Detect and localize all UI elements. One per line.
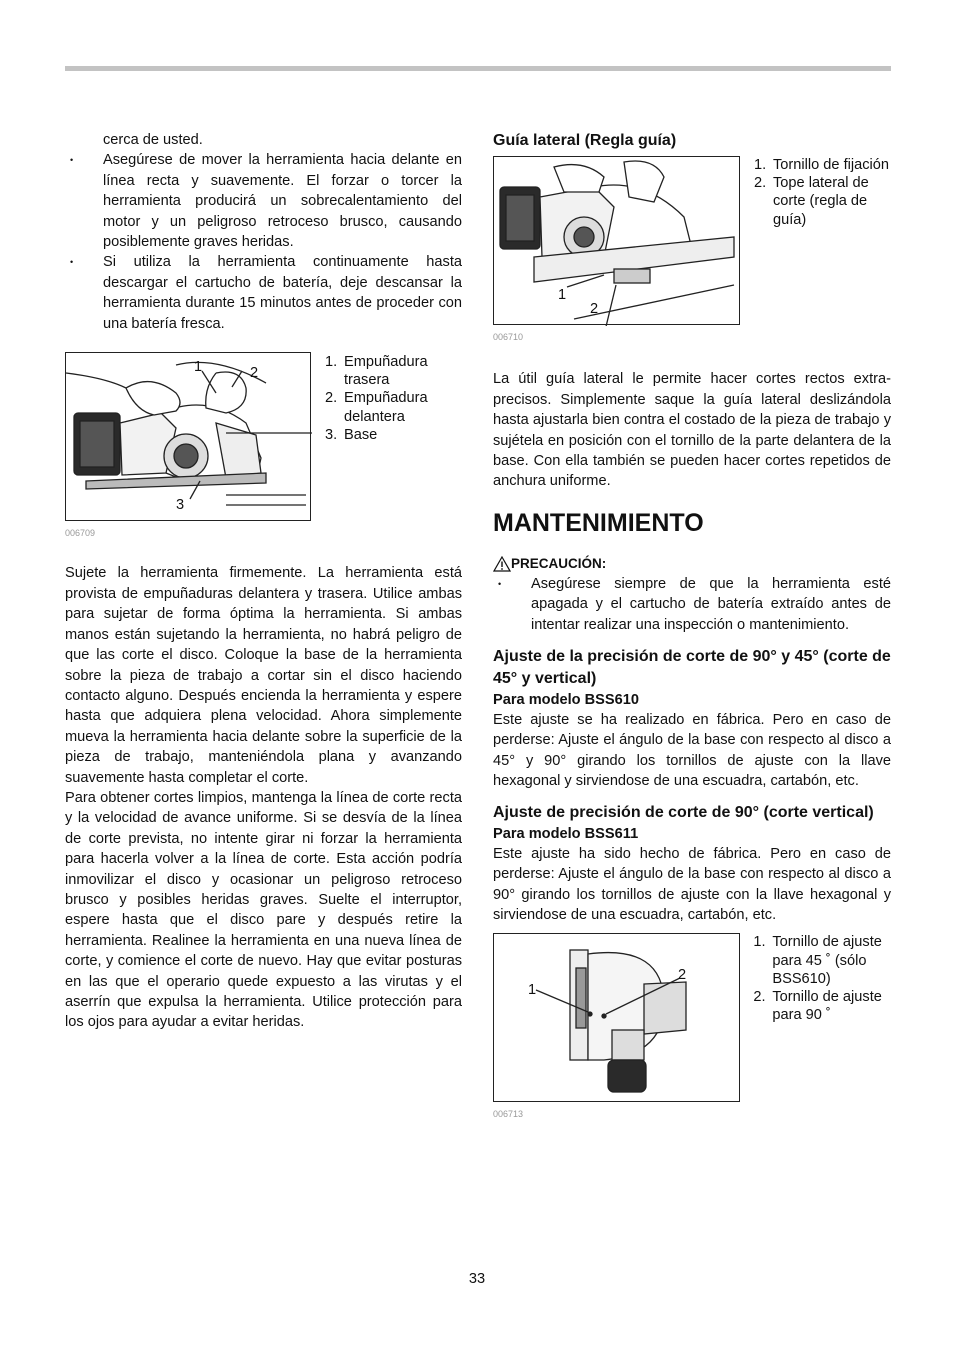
body-paragraph: Sujete la herramienta firmemente. La herramienta está provista de empuñaduras delantera y trasera. Utilice ambas para sujetar de forma óptima la herramienta. Si ambas manos están sujetando la herramienta, no habrá peligro de que las corte el disco. Coloque la base de la herramienta sobre la pieza de trabajo a cortar sin el disco haciendo contacto alguno. Después encienda la herramienta y espere hasta que adquiera plena velocidad. Ahora simplemente mueva la herramienta hacia delante sobre la superficie de la pieza de trabajo, manteniéndola plana y avanzando suavemente hasta completar el corte. [65, 565, 462, 786]
figure-grip [65, 352, 462, 521]
legend-item: 1. Tornillo de ajuste para 45 ˚ (sólo BSS610) [753, 934, 882, 987]
legend-item: 1. Empuñadura trasera [325, 354, 428, 389]
callout-1: 1 [528, 982, 537, 999]
guide-illustration [494, 157, 741, 326]
saw-grip-illustration [66, 353, 312, 522]
continued-text: cerca de usted. [103, 132, 203, 148]
section-heading: Ajuste de precisión de corte de 90° (corte vertical) [493, 803, 874, 821]
figure-adjust [493, 933, 891, 1102]
section-heading: Guía lateral (Regla guía) [493, 132, 677, 149]
figure-code: 006709 [65, 528, 96, 539]
warning-icon [493, 556, 511, 572]
callout-2: 2 [250, 365, 259, 382]
figure-grip-image [65, 352, 311, 521]
callout-1: 1 [194, 359, 203, 376]
figure-code: 006710 [493, 332, 524, 342]
legend-item: 2. Tope lateral de corte (regla de guía) [754, 175, 869, 228]
section-title: MANTENIMIENTO [493, 508, 704, 537]
figure-guide [493, 156, 891, 325]
body-paragraph: Para obtener cortes limpios, mantenga la línea de corte recta y la velocidad de avance uniforme. Si se desvía de la línea de corte prevista, no intente girar ni forzar la herramienta para hacerla volver a la línea de corte. Esta acción podría inmovilizar el disco y ocasionar un peligroso retroceso brusco y posibles heridas graves. Suelte el interruptor, espere hasta que el disco pare y después retire la herramienta. Realinee la herramienta en una nueva línea de corte, y comience el corte de nuevo. Hay que evitar posturas en las que el operario quede expuesto a las virutas y el aserrín que expulsa la herramienta. Utilice protección para los ojos para ayudar a evitar heridas. [65, 789, 462, 1031]
body-paragraph: Este ajuste ha sido hecho de fábrica. Pero en caso de perderse: Ajuste el ángulo de la base con respecto al disco a 90° girando los tornillos de ajuste con la llave hexagonal y sirviendose de una escuadra, cartabón, etc. [493, 845, 891, 923]
figure-legend [754, 156, 890, 325]
caution-label: PRECAUCIÓN: [493, 554, 891, 574]
callout-1: 1 [558, 287, 567, 303]
figure-adjust-image [493, 933, 740, 1102]
figure-legend [325, 353, 455, 521]
section-heading: Ajuste de la precisión de corte de 90° y 45° (corte de 45° y vertical) [493, 648, 891, 688]
model-label: Para modelo BSS610 [493, 692, 640, 709]
legend-item: 2. Empuñadura delantera [325, 390, 428, 425]
callout-2: 2 [678, 967, 687, 984]
body-paragraph: Este ajuste se ha realizado en fábrica. Pero en caso de perderse: Ajuste el ángulo de la base con respecto al disco a 45° y 90° girando los tornillos de ajuste con la llave hexagonal y sirviendose de una escuadra, cartabón, etc. [493, 712, 891, 790]
figure-legend [753, 933, 891, 1102]
legend-item: 2. Tornillo de ajuste para 90 ˚ [753, 988, 882, 1024]
page-number: 33 [468, 1271, 486, 1287]
callout-2: 2 [590, 301, 599, 317]
callout-3: 3 [176, 497, 185, 514]
legend-item: 3. Base [325, 426, 378, 443]
left-column [65, 130, 462, 1033]
figure-guide-image [493, 156, 740, 325]
bullet-item: • Asegúrese de mover la herramienta hacia delante en línea recta y suavemente. El forzar o torcer la herramienta producirá un sobrecalentamiento del motor y un peligroso retroceso brusco, causando posiblemente graves heridas. [65, 150, 462, 252]
right-column [493, 130, 891, 1125]
figure-code: 006713 [493, 1109, 524, 1120]
body-paragraph: La útil guía lateral le permite hacer cortes rectos extra-precisos. Simplemente saque la guía lateral deslizándola hasta ajustarla bien contra el costado de la pieza de trabajo y sujétela en posición con el tornillo de la parte delantera de la base. Con ella también se pueden hacer cortes repetidos de anchura uniforme. [493, 371, 891, 490]
bullet-item: • Si utiliza la herramienta continuamente hasta descargar el cartucho de batería, deje descansar la herramienta durante 15 minutos antes de proceder con una batería fresca. [65, 252, 462, 334]
header-rule [65, 66, 891, 71]
model-label: Para modelo BSS611 [493, 825, 639, 842]
bullet-item: • Asegúrese siempre de que la herramienta esté apagada y el cartucho de batería extraído antes de intentar realizar una inspección o mantenimiento. [493, 574, 891, 635]
legend-item: 1. Tornillo de fijación [754, 157, 890, 173]
adjust-screw-illustration [494, 934, 742, 1103]
